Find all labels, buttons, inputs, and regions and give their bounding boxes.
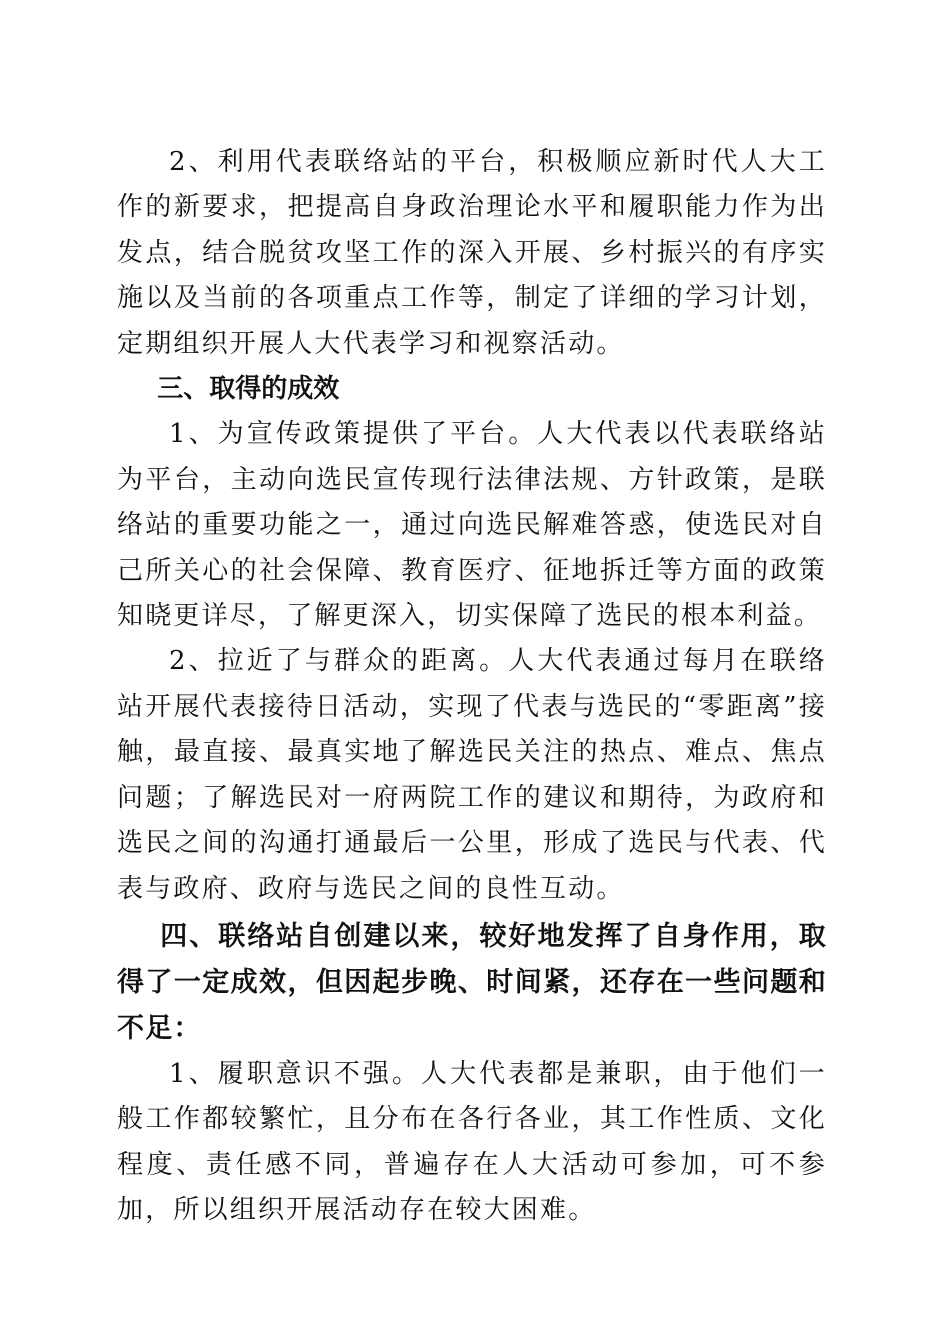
paragraph-study-plan: 2、利用代表联络站的平台，积极顺应新时代人大工作的新要求，把提高自身政治理论水平和履职能力作为出发点，结合脱贫攻坚工作的深入开展、乡村振兴的有序实施以及当前的各项重点工作等，制定了详细的学习计划，定期组织开展人大代表学习和视察活动。 (117, 147, 827, 359)
section-heading-problems: 四、联络站自创建以来，较好地发挥了自身作用，取得了一定成效，但因起步晚、时间紧，还存在一些问题和不足： (117, 920, 827, 1044)
document-page (117, 140, 827, 1234)
paragraph-weak-awareness: 1、履职意识不强。人大代表都是兼职，由于他们一般工作都较繁忙，且分布在各行各业，其工作性质、文化程度、责任感不同，普遍存在人大活动可参加，可不参加，所以组织开展活动存在较大困难。 (117, 1058, 827, 1226)
paragraph-closer-to-public: 2、拉近了与群众的距离。人大代表通过每月在联络站开展代表接待日活动，实现了代表与选民的“零距离”接触，最直接、最真实地了解选民关注的热点、难点、焦点问题；了解选民对一府两院工作的建议和期待，为政府和选民之间的沟通打通最后一公里，形成了选民与代表、代表与政府、政府与选民之间的良性互动。 (117, 646, 827, 904)
paragraph-policy-platform: 1、为宣传政策提供了平台。人大代表以代表联络站为平台，主动向选民宣传现行法律法规、方针政策，是联络站的重要功能之一，通过向选民解难答惑，使选民对自己所关心的社会保障、教育医疗、征地拆迁等方面的政策知晓更详尽，了解更深入，切实保障了选民的根本利益。 (117, 419, 827, 632)
section-heading-achievements: 三、取得的成效 (157, 374, 340, 405)
